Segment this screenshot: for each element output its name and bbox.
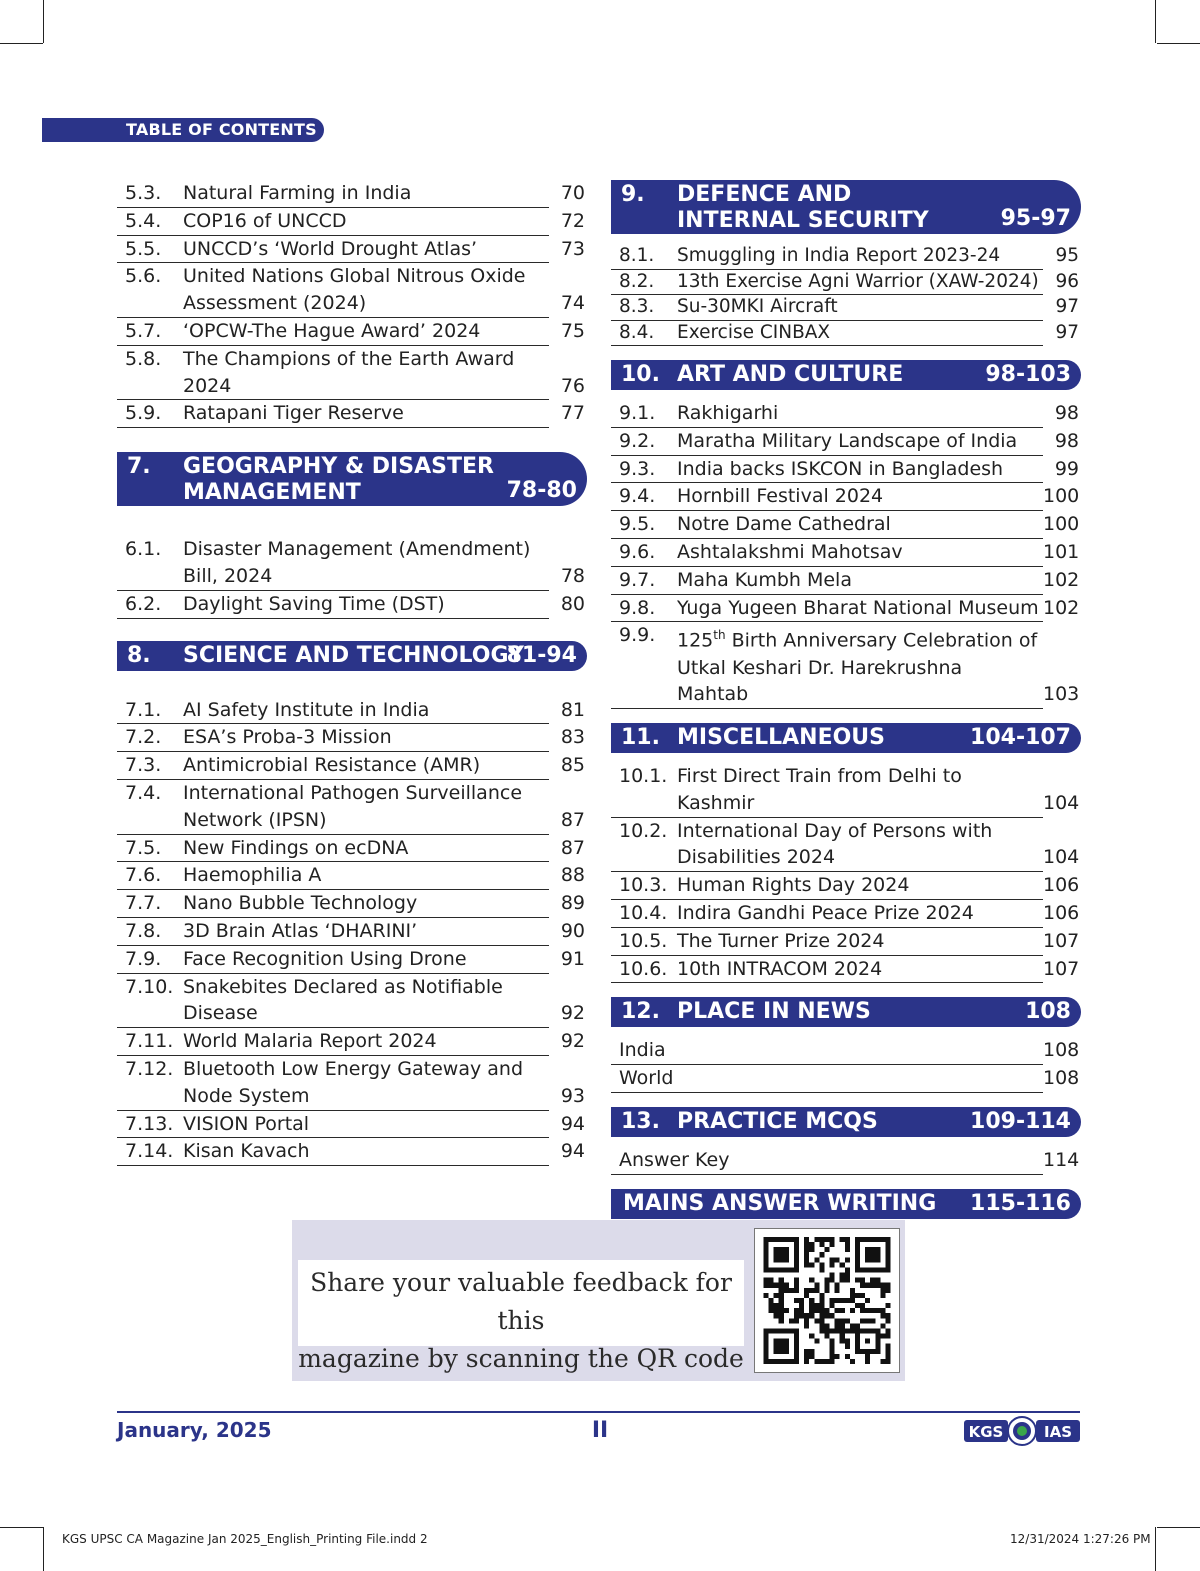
section-heading[interactable]: [611, 723, 1081, 753]
toc-entry[interactable]: [117, 180, 585, 208]
entry-title: New Findings on ecDNA: [183, 836, 409, 859]
entry-title: [611, 622, 1043, 708]
entry-page: 81: [560, 698, 585, 721]
toc-entry[interactable]: [611, 295, 1079, 321]
qr-code[interactable]: [754, 1228, 900, 1373]
toc-group: [611, 1147, 1081, 1175]
section-heading[interactable]: [611, 360, 1081, 390]
entry-page: 114: [1043, 1149, 1080, 1172]
entry-page: 100: [1043, 485, 1080, 508]
toc-entry[interactable]: [117, 835, 585, 863]
entry-number: 9.7.: [619, 568, 656, 591]
section-title: SCIENCE AND TECHNOLOGY: [183, 642, 524, 668]
section-number: 12.: [621, 999, 660, 1025]
toc-entry[interactable]: [117, 752, 585, 780]
entry-title: Answer Key: [619, 1149, 730, 1172]
entry-title: Natural Farming in India: [183, 182, 412, 204]
entry-number: 9.3.: [619, 457, 656, 480]
toc-entry[interactable]: [611, 900, 1080, 928]
crop-mark: [1155, 0, 1156, 43]
entry-number: 5.7.: [125, 319, 162, 342]
entry-title: World Malaria Report 2024: [183, 1030, 437, 1053]
print-slug-file: KGS UPSC CA Magazine Jan 2025_English_Printing File.indd 2: [62, 1532, 428, 1546]
entry-title: ‘OPCW-The Hague Award’ 2024: [183, 319, 481, 342]
entry-page: 76: [560, 374, 585, 397]
entry-number: 5.5.: [125, 237, 162, 260]
entry-number: 7.2.: [125, 726, 162, 749]
entry-title: 3D Brain Atlas ‘DHARINI’: [183, 919, 418, 942]
crop-mark: [1155, 1527, 1156, 1571]
entry-title: United Nations Global Nitrous Oxide Assessment (2024): [183, 265, 526, 315]
toc-group: [611, 763, 1081, 983]
entry-number: 9.6.: [619, 540, 656, 563]
toc-right-column: [611, 180, 1081, 1229]
entry-page: 104: [1043, 846, 1080, 869]
section-heading[interactable]: [611, 1107, 1081, 1137]
entry-page: 106: [1043, 902, 1080, 925]
entry-number: 10.2.: [619, 819, 668, 842]
entry-title: Face Recognition Using Drone: [183, 947, 467, 970]
entry-page: 108: [1043, 1039, 1080, 1062]
section-title: ART AND CULTURE: [677, 362, 904, 387]
entry-title: Antimicrobial Resistance (AMR): [183, 754, 481, 777]
toc-entry[interactable]: [611, 428, 1079, 456]
entry-number: 7.9.: [125, 947, 162, 970]
entry-page: 92: [560, 1002, 585, 1025]
page-number: II: [591, 1418, 609, 1443]
print-slug-timestamp: 12/31/2024 1:27:26 PM: [1010, 1532, 1151, 1546]
toc-entry[interactable]: [117, 1056, 585, 1111]
entry-page: 96: [1055, 270, 1079, 292]
toc-entry[interactable]: [611, 872, 1080, 900]
entry-page: 94: [560, 1140, 585, 1163]
entry-page: 91: [560, 947, 585, 970]
entry-number: 5.3.: [125, 182, 162, 204]
entry-number: 7.10.: [125, 975, 174, 998]
toc-entry[interactable]: [117, 1028, 585, 1056]
toc-group: [611, 1037, 1081, 1093]
entry-page: 101: [1043, 540, 1080, 563]
entry-number: 8.1.: [619, 245, 655, 266]
entry-title: International Pathogen Surveillance Network (IPSN): [183, 781, 523, 831]
entry-title: COP16 of UNCCD: [183, 209, 347, 232]
toc-entry[interactable]: [611, 956, 1080, 984]
section-heading[interactable]: [117, 452, 587, 506]
toc-entry[interactable]: [611, 763, 1080, 818]
entry-title: Hornbill Festival 2024: [677, 485, 884, 508]
entry-page: 78: [560, 564, 585, 587]
logo-text-left: KGS: [968, 1423, 1004, 1441]
section-title: GEOGRAPHY & DISASTER MANAGEMENT: [183, 454, 494, 506]
toc-entry[interactable]: [611, 539, 1080, 567]
entry-number: 10.1.: [619, 765, 668, 788]
entry-title: 13th Exercise Agni Warrior (XAW-2024): [677, 270, 1039, 292]
entry-number: 10.3.: [619, 874, 668, 897]
entry-number: 7.7.: [125, 892, 162, 915]
entry-number: 7.14.: [125, 1140, 174, 1163]
toc-entry[interactable]: [117, 208, 585, 236]
crop-mark: [0, 43, 43, 44]
section-heading[interactable]: [611, 180, 1081, 234]
entry-number: 6.1.: [125, 538, 162, 561]
toc-entry[interactable]: [117, 400, 585, 428]
entry-page: 90: [560, 919, 585, 942]
entry-page: 77: [560, 402, 585, 425]
entry-number: 5.4.: [125, 209, 162, 232]
section-pages: 115-116: [970, 1190, 1071, 1216]
toc-entry[interactable]: [611, 400, 1079, 428]
section-number: 10.: [621, 362, 660, 387]
toc-entry[interactable]: [611, 1147, 1080, 1175]
toc-entry[interactable]: [117, 263, 585, 318]
entry-page: 106: [1043, 874, 1080, 897]
entry-title: 10th INTRACOM 2024: [677, 957, 883, 980]
entry-page: 88: [560, 864, 585, 887]
entry-number: 7.4.: [125, 781, 162, 804]
section-pages: 109-114: [970, 1109, 1071, 1135]
entry-title: VISION Portal: [183, 1112, 310, 1135]
entry-number: 7.5.: [125, 836, 162, 859]
entry-number: 6.2.: [125, 592, 162, 615]
toc-group: [117, 697, 587, 1167]
entry-number: 5.8.: [125, 347, 162, 370]
section-number: 8.: [127, 642, 151, 668]
toc-group: [611, 244, 1081, 346]
entry-number: 7.6.: [125, 864, 162, 887]
entry-page: 94: [560, 1112, 585, 1135]
entry-title: Notre Dame Cathedral: [677, 513, 891, 536]
entry-page: 98: [1054, 402, 1079, 424]
entry-title: Human Rights Day 2024: [677, 874, 910, 897]
toc-entry[interactable]: [611, 511, 1080, 539]
entry-number: 9.4.: [619, 485, 656, 508]
entry-number: 7.11.: [125, 1030, 174, 1053]
entry-number: 9.1.: [619, 402, 656, 424]
entry-page: 93: [560, 1084, 585, 1107]
feedback-line: Share your valuable feedback for this: [310, 1268, 732, 1335]
toc-group: [117, 536, 587, 618]
entry-title: Snakebites Declared as Notifiable Disease: [183, 975, 503, 1025]
toc-entry[interactable]: [117, 697, 585, 725]
entry-page: 99: [1054, 457, 1079, 480]
kgs-ias-logo: [964, 1416, 1080, 1446]
entry-page: 108: [1043, 1067, 1080, 1090]
entry-page: 97: [1055, 296, 1079, 317]
entry-page: 97: [1055, 321, 1079, 343]
toc-entry[interactable]: [611, 928, 1080, 956]
section-heading[interactable]: [117, 641, 587, 671]
entry-title: Bluetooth Low Energy Gateway and Node System: [183, 1057, 524, 1107]
toc-entry[interactable]: [611, 1037, 1080, 1065]
entry-title: UNCCD’s ‘World Drought Atlas’: [183, 237, 478, 260]
entry-title: Indira Gandhi Peace Prize 2024: [677, 902, 974, 925]
entry-page: 98: [1054, 429, 1079, 452]
entry-title: Kisan Kavach: [183, 1140, 310, 1163]
entry-title: Exercise CINBAX: [677, 321, 831, 343]
toc-entry[interactable]: [117, 1138, 585, 1166]
issue-date: January, 2025: [117, 1418, 272, 1442]
entry-page: 107: [1043, 957, 1080, 980]
crop-mark: [1157, 1527, 1200, 1528]
toc-entry[interactable]: [117, 724, 585, 752]
entry-number: 10.5.: [619, 929, 668, 952]
entry-number: 7.13.: [125, 1112, 174, 1135]
section-title: MISCELLANEOUS: [677, 725, 886, 751]
entry-page: 72: [560, 209, 585, 232]
toc-entry[interactable]: [117, 536, 585, 591]
toc-entry[interactable]: [611, 456, 1079, 484]
feedback-message: [298, 1260, 744, 1373]
section-title: MAINS ANSWER WRITING: [623, 1190, 937, 1216]
entry-page: 107: [1043, 929, 1080, 952]
toc-entry[interactable]: [611, 567, 1080, 595]
entry-title: International Day of Persons with Disabilities 2024: [677, 819, 993, 869]
entry-title-superscript: th: [713, 628, 726, 643]
section-number: 9.: [621, 182, 645, 207]
toc-entry[interactable]: [117, 346, 585, 401]
entry-number: 8.4.: [619, 321, 655, 343]
toc-entry[interactable]: [611, 244, 1079, 270]
entry-title: Ashtalakshmi Mahotsav: [677, 540, 903, 563]
entry-page: 74: [560, 292, 585, 315]
entry-title: AI Safety Institute in India: [183, 698, 430, 721]
toc-entry[interactable]: [611, 1065, 1080, 1093]
entry-title: Ratapani Tiger Reserve: [183, 402, 404, 425]
toc-entry[interactable]: [611, 595, 1080, 623]
entry-number: 8.2.: [619, 270, 655, 292]
entry-number: 7.12.: [125, 1057, 174, 1080]
toc-entry[interactable]: [611, 270, 1079, 296]
toc-entry[interactable]: [117, 780, 585, 835]
entry-number: 7.8.: [125, 919, 162, 942]
entry-number: 9.8.: [619, 596, 656, 619]
footer-divider: [117, 1411, 1080, 1413]
entry-title: Maha Kumbh Mela: [677, 568, 852, 591]
section-title: DEFENCE AND INTERNAL SECURITY: [677, 182, 929, 233]
entry-number: 8.3.: [619, 296, 655, 317]
section-pages: 81-94: [506, 642, 577, 668]
entry-number: 7.3.: [125, 754, 162, 777]
entry-number: 5.9.: [125, 402, 162, 425]
toc-badge: TABLE OF CONTENTS: [42, 118, 324, 142]
entry-number: 10.4.: [619, 902, 668, 925]
entry-title: Disaster Management (Amendment) Bill, 2024: [183, 538, 531, 587]
entry-title: Haemophilia A: [183, 864, 322, 887]
section-heading[interactable]: [611, 997, 1081, 1027]
entry-number: 9.2.: [619, 429, 656, 452]
entry-number: 7.1.: [125, 698, 162, 721]
entry-page: 85: [560, 754, 585, 777]
section-title: PRACTICE MCQS: [677, 1109, 878, 1135]
entry-title: The Turner Prize 2024: [677, 929, 885, 952]
toc-group: [611, 400, 1081, 709]
toc-group: [117, 180, 587, 428]
entry-number: 9.9.: [619, 624, 656, 647]
toc-entry[interactable]: [611, 321, 1079, 347]
entry-page: 104: [1043, 791, 1080, 814]
entry-title: World: [619, 1067, 674, 1090]
entry-title: ESA’s Proba-3 Mission: [183, 726, 392, 749]
crop-mark: [43, 1527, 44, 1571]
entry-page: 87: [560, 836, 585, 859]
entry-title-part: 125: [677, 629, 714, 652]
entry-title: First Direct Train from Delhi to Kashmir: [677, 765, 962, 814]
section-number: 13.: [621, 1109, 660, 1135]
entry-title: Smuggling in India Report 2023-24: [677, 245, 1001, 266]
toc-entry[interactable]: [117, 236, 585, 264]
toc-left-column: [117, 180, 587, 1166]
entry-title: Rakhigarhi: [677, 402, 779, 424]
section-pages: 78-80: [506, 478, 577, 504]
entry-page: 87: [560, 808, 585, 831]
entry-title: Yuga Yugeen Bharat National Museum: [677, 596, 1039, 619]
toc-entry[interactable]: [117, 946, 585, 974]
entry-title: India backs ISKCON in Bangladesh: [677, 457, 1004, 480]
section-pages: 98-103: [985, 362, 1071, 387]
entry-page: 95: [1055, 245, 1079, 266]
entry-number: 5.6.: [125, 265, 162, 288]
qr-code-graphic: [763, 1237, 891, 1364]
entry-page: 80: [560, 592, 585, 615]
crop-mark: [0, 1527, 43, 1528]
entry-page: 73: [560, 237, 585, 260]
entry-title: India: [619, 1039, 666, 1062]
entry-page: 70: [560, 182, 585, 204]
entry-title: The Champions of the Earth Award 2024: [183, 347, 515, 397]
toc-entry[interactable]: [117, 890, 585, 918]
section-pages: 104-107: [970, 725, 1071, 751]
entry-title: Maratha Military Landscape of India: [677, 429, 1018, 452]
entry-number: 9.5.: [619, 513, 656, 536]
entry-page: 100: [1043, 513, 1080, 536]
section-pages: 108: [1025, 999, 1071, 1025]
crop-mark: [43, 0, 44, 43]
entry-page: 92: [560, 1030, 585, 1053]
crop-mark: [1157, 43, 1200, 44]
feedback-box: [292, 1220, 905, 1381]
entry-title-part: Birth Anniversary Celebration of Utkal Keshari Dr. Harekrushna Mahtab: [677, 629, 1038, 706]
logo-text-right: IAS: [1044, 1423, 1072, 1441]
entry-page: 83: [560, 726, 585, 749]
toc-entry[interactable]: [611, 622, 1080, 709]
section-number: 11.: [621, 725, 660, 751]
entry-page: 102: [1043, 596, 1080, 619]
toc-entry[interactable]: [117, 318, 585, 346]
toc-entry[interactable]: [117, 918, 585, 946]
entry-title: Daylight Saving Time (DST): [183, 592, 445, 615]
entry-page: 103: [1043, 683, 1080, 706]
entry-page: 75: [560, 319, 585, 342]
toc-entry[interactable]: [611, 818, 1080, 873]
toc-entry[interactable]: [117, 862, 585, 890]
toc-entry[interactable]: [117, 1111, 585, 1139]
section-title: PLACE IN NEWS: [677, 999, 871, 1025]
section-number: 7.: [127, 454, 151, 480]
toc-entry[interactable]: [117, 974, 585, 1029]
feedback-line: magazine by scanning the QR code: [298, 1344, 744, 1373]
entry-title: Su-30MKI Aircraft: [677, 296, 838, 317]
entry-page: 102: [1043, 568, 1080, 591]
section-heading[interactable]: [611, 1189, 1081, 1219]
entry-page: 89: [560, 892, 585, 915]
entry-title: Nano Bubble Technology: [183, 892, 418, 915]
toc-entry[interactable]: [611, 483, 1080, 511]
entry-number: 10.6.: [619, 957, 668, 980]
toc-entry[interactable]: [117, 591, 585, 619]
section-pages: 95-97: [1000, 206, 1071, 231]
